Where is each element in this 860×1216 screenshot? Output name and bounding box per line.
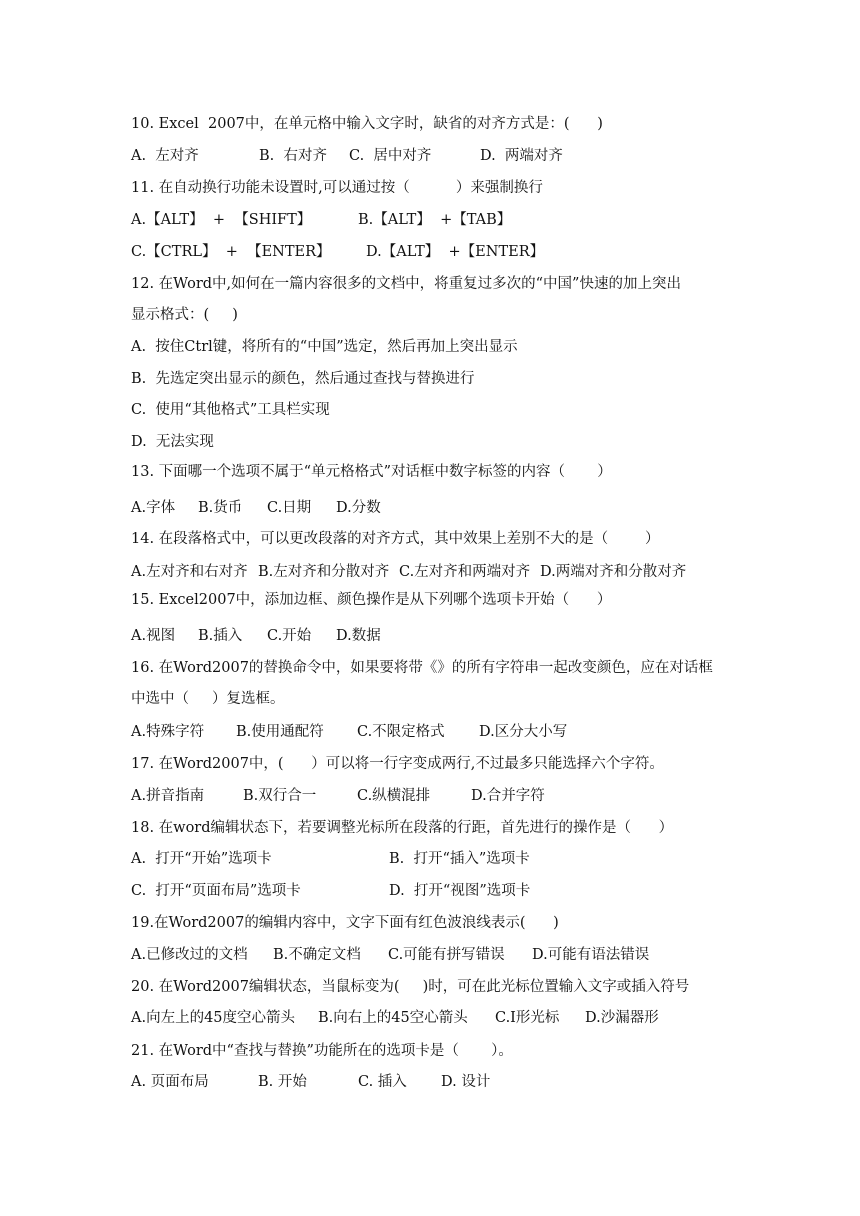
question-21-stem: 21. 在Word中“查找与替换”功能所在的选项卡是（ ）。 [131, 1043, 513, 1059]
option-b: B.【ALT】 +【TAB】 [358, 212, 512, 228]
option-d: D.沙漏器形 [585, 1010, 659, 1026]
question-16-stem-line1: 16. 在Word2007的替换命令中，如果要将带《》的所有字符串一起改变颜色，应在对话框 [131, 660, 713, 676]
question-12-option-c: C. 使用“其他格式”工具栏实现 [131, 402, 330, 418]
option-b: B. 开始 [258, 1074, 307, 1090]
question-12-option-b: B. 先选定突出显示的颜色，然后通过查找与替换进行 [131, 371, 475, 387]
question-18-stem: 18. 在word编辑状态下，若要调整光标所在段落的行距，首先进行的操作是（ ） [131, 820, 674, 836]
question-10-stem: 10. Excel 2007中，在单元格中输入文字时，缺省的对齐方式是：( ) [131, 116, 603, 132]
option-b: B. 打开“插入”选项卡 [389, 851, 530, 867]
option-c: C. 居中对齐 [349, 148, 432, 164]
option-d: D. 两端对齐 [480, 148, 563, 164]
question-12-option-a: A. 按住Ctrl键，将所有的“中国”选定，然后再加上突出显示 [131, 339, 518, 355]
option-c: C.【CTRL】 + 【ENTER】 [131, 244, 331, 260]
option-a: A. 打开“开始”选项卡 [131, 851, 272, 867]
option-a: A.字体 [131, 500, 176, 516]
option-c: C.I形光标 [495, 1010, 560, 1026]
option-b: B.不确定文档 [273, 947, 361, 963]
option-c: C.开始 [267, 628, 312, 644]
option-a: A. 页面布局 [131, 1074, 209, 1090]
question-17-stem: 17. 在Word2007中，( ）可以将一行字变成两行,不过最多只能选择六个字符。 [131, 756, 664, 772]
option-d: D. 打开“视图”选项卡 [389, 883, 531, 899]
option-a: A.视图 [131, 628, 176, 644]
question-14-stem: 14. 在段落格式中，可以更改段落的对齐方式，其中效果上差别不大的是（ ） [131, 531, 660, 547]
option-c: C. 插入 [358, 1074, 407, 1090]
question-19-stem: 19.在Word2007的编辑内容中，文字下面有红色波浪线表示( ) [131, 915, 559, 931]
question-15-stem: 15. Excel2007中，添加边框、颜色操作是从下列哪个选项卡开始（ ） [131, 592, 612, 608]
option-d: D.可能有语法错误 [532, 947, 650, 963]
option-a: A.【ALT】 + 【SHIFT】 [131, 212, 312, 228]
question-16-stem-line2: 中选中（ ）复选框。 [131, 691, 285, 707]
option-a: A.拼音指南 [131, 788, 205, 804]
option-a: A.特殊字符 [131, 724, 205, 740]
option-d: D.两端对齐和分散对齐 [540, 564, 687, 580]
option-a: A.已修改过的文档 [131, 947, 248, 963]
option-b: B.向右上的45空心箭头 [318, 1010, 468, 1026]
option-d: D.分数 [336, 500, 381, 516]
question-20-stem: 20. 在Word2007编辑状态，当鼠标变为( )时，可在此光标位置输入文字或插入符号 [131, 979, 690, 995]
option-c: C.不限定格式 [357, 724, 445, 740]
option-d: D.区分大小写 [479, 724, 568, 740]
option-b: B.左对齐和分散对齐 [258, 564, 390, 580]
option-b: B.货币 [198, 500, 243, 516]
option-a: A.向左上的45度空心箭头 [131, 1010, 296, 1026]
option-b: B.插入 [198, 628, 243, 644]
question-13-stem: 13. 下面哪一个选项不属于“单元格格式”对话框中数字标签的内容（ ） [131, 464, 612, 480]
option-c: C.纵横混排 [357, 788, 431, 804]
question-11-stem: 11. 在自动换行功能未设置时,可以通过按（ ）来强制换行 [131, 180, 543, 196]
question-21-options [131, 1072, 751, 1192]
option-a: A. 左对齐 [131, 148, 199, 164]
option-a: A.左对齐和右对齐 [131, 564, 248, 580]
option-b: B.双行合一 [243, 788, 317, 804]
option-c: C.左对齐和两端对齐 [399, 564, 531, 580]
option-c: C.可能有拼写错误 [388, 947, 505, 963]
option-c: C. 打开“页面布局”选项卡 [131, 883, 301, 899]
question-12-stem-line2: 显示格式：( ) [131, 307, 238, 323]
option-b: B. 右对齐 [259, 148, 327, 164]
option-d: D.合并字符 [471, 788, 545, 804]
option-b: B.使用通配符 [236, 724, 324, 740]
option-d: D.【ALT】 +【ENTER】 [366, 244, 545, 260]
option-d: D.数据 [336, 628, 381, 644]
question-12-option-d: D. 无法实现 [131, 434, 214, 450]
option-d: D. 设计 [441, 1074, 491, 1090]
option-c: C.日期 [267, 500, 312, 516]
question-12-stem-line1: 12. 在Word中,如何在一篇内容很多的文档中，将重复过多次的“中国”快速的加上突出 [131, 276, 681, 292]
